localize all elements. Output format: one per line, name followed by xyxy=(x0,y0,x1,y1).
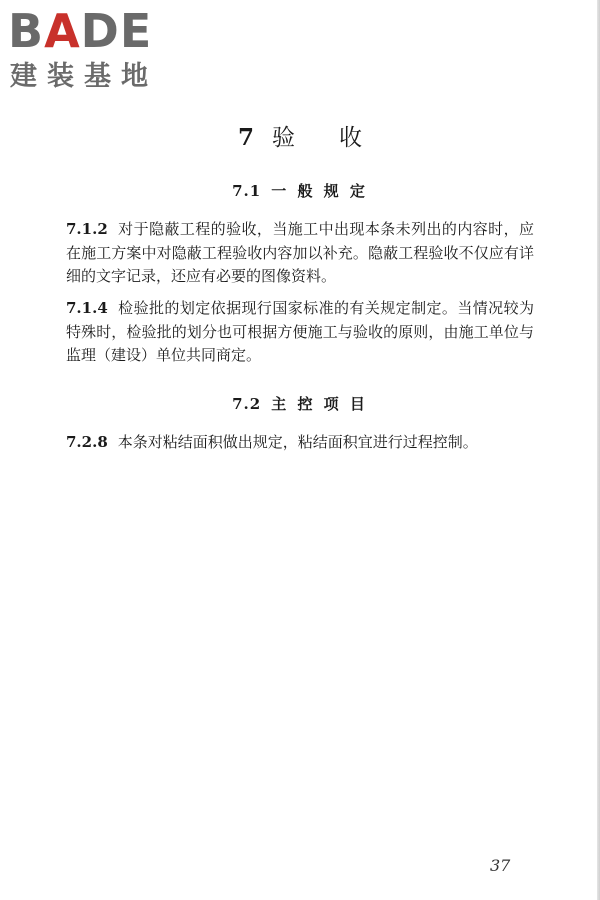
chapter-title-part2: 收 xyxy=(339,125,362,151)
section-number: 7.2 xyxy=(232,395,262,413)
chapter-title xyxy=(0,123,600,153)
chapter-title-part1: 验 xyxy=(272,125,295,151)
logo-wordmark: BADE xyxy=(8,4,153,58)
bade-logo-watermark xyxy=(8,4,178,100)
clause-number: 7.2.8 xyxy=(66,433,108,451)
clause-number: 7.1.4 xyxy=(66,299,108,317)
clause-text: 本条对粘结面积做出规定，粘结面积宜进行过程控制。 xyxy=(117,433,478,451)
section-heading-7-1 xyxy=(0,180,600,202)
clause-7-1-2 xyxy=(66,218,534,289)
logo-subtitle: 建装基地 xyxy=(10,61,158,92)
section-number: 7.1 xyxy=(232,182,262,200)
section-title: 主 控 项 目 xyxy=(271,395,368,413)
section-title: 一 般 规 定 xyxy=(271,182,368,200)
clause-text: 对于隐蔽工程的验收，当施工中出现本条未列出的内容时，应在施工方案中对隐蔽工程验收内容加以补充。隐蔽工程验收不仅应有详细的文字记录，还应有必要的图像资料。 xyxy=(66,220,534,285)
clause-7-1-4 xyxy=(66,297,534,368)
clause-7-2-8 xyxy=(66,431,534,455)
clause-number: 7.1.2 xyxy=(66,220,108,238)
chapter-number: 7 xyxy=(237,124,254,151)
clause-text: 检验批的划定依据现行国家标准的有关规定制定。当情况较为特殊时，检验批的划分也可根据方便施工与验收的原则，由施工单位与监理（建设）单位共同商定。 xyxy=(66,299,534,364)
page-number: 37 xyxy=(490,856,511,875)
section-heading-7-2 xyxy=(0,393,600,415)
